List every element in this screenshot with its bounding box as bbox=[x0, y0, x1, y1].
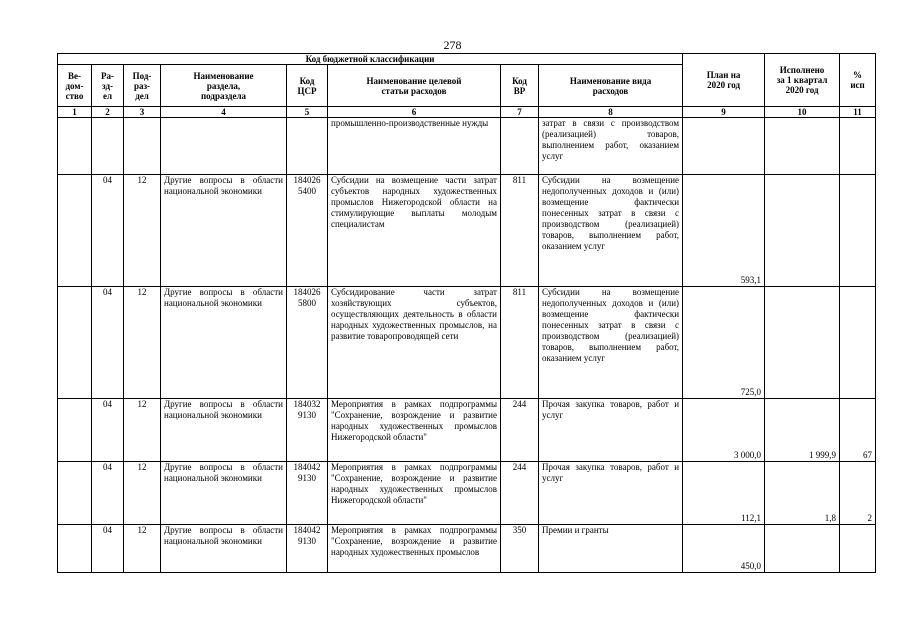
cell-plan: 112,1 bbox=[683, 462, 765, 525]
cell-pct bbox=[840, 175, 876, 287]
cell-vedomstvo bbox=[58, 462, 92, 525]
cell-pct bbox=[840, 118, 876, 175]
cell-podrazdel bbox=[124, 118, 161, 175]
cell-done: 1 999,9 bbox=[765, 399, 840, 462]
table-row bbox=[58, 399, 876, 462]
page-number: 278 bbox=[443, 38, 462, 52]
header-col-7: Код ВР bbox=[501, 65, 539, 107]
cell-vr-name: Субсидии на возмещение недополученных доходов и (или) возмещение фактически понесенных затрат в связи с производством (реализацией) товаров, выполнением работ, оказанием услуг bbox=[539, 287, 683, 399]
cell-pct: 2 bbox=[840, 462, 876, 525]
cell-podrazdel: 12 bbox=[124, 525, 161, 573]
cell-target-name: Мероприятия в рамках подпрограммы "Сохранение, возрождение и развитие народных художественных промыслов Нижегородской области" bbox=[328, 399, 501, 462]
cell-csr: 184042 9130 bbox=[287, 525, 328, 573]
header-col-1: Ве- дом- ство bbox=[58, 65, 92, 107]
header-group-title: Код бюджетной классификации bbox=[58, 54, 683, 65]
cell-vedomstvo bbox=[58, 175, 92, 287]
cell-csr: 184026 5400 bbox=[287, 175, 328, 287]
cell-vr-name: затрат в связи с производством (реализацией) товаров, выполнением работ, оказанием услуг bbox=[539, 118, 683, 175]
cell-plan: 725,0 bbox=[683, 287, 765, 399]
cell-vr bbox=[501, 118, 539, 175]
header-col-3: Под- раз- дел bbox=[124, 65, 161, 107]
col-number: 6 bbox=[328, 107, 501, 118]
cell-razdel: 04 bbox=[92, 525, 124, 573]
cell-vr-name: Премии и гранты bbox=[539, 525, 683, 573]
col-number: 9 bbox=[683, 107, 765, 118]
cell-target-name: Мероприятия в рамках подпрограммы "Сохранение, возрождение и развитие народных художественных промыслов Нижегородской области" bbox=[328, 462, 501, 525]
col-number: 1 bbox=[58, 107, 92, 118]
col-number: 3 bbox=[124, 107, 161, 118]
cell-vedomstvo bbox=[58, 399, 92, 462]
cell-razdel: 04 bbox=[92, 462, 124, 525]
cell-razdel-name: Другие вопросы в области национальной экономики bbox=[161, 462, 287, 525]
cell-target-name: Мероприятия в рамках подпрограммы "Сохранение, возрождение и развитие народных художественных промыслов bbox=[328, 525, 501, 573]
header-col-11: % исп bbox=[840, 54, 876, 107]
cell-done bbox=[765, 118, 840, 175]
cell-podrazdel: 12 bbox=[124, 175, 161, 287]
cell-vedomstvo bbox=[58, 525, 92, 573]
header-col-9: План на 2020 год bbox=[683, 54, 765, 107]
cell-vr-name: Прочая закупка товаров, работ и услуг bbox=[539, 399, 683, 462]
cell-razdel-name bbox=[161, 118, 287, 175]
cell-razdel-name: Другие вопросы в области национальной экономики bbox=[161, 175, 287, 287]
cell-done bbox=[765, 287, 840, 399]
cell-target-name: Субсидии на возмещение части затрат субъектов народных художественных промыслов Нижегородской области на стимулирующие выплаты молодым специалистам bbox=[328, 175, 501, 287]
col-number: 7 bbox=[501, 107, 539, 118]
cell-vedomstvo bbox=[58, 287, 92, 399]
cell-csr: 184026 5800 bbox=[287, 287, 328, 399]
cell-pct bbox=[840, 525, 876, 573]
col-number: 11 bbox=[840, 107, 876, 118]
cell-podrazdel: 12 bbox=[124, 462, 161, 525]
cell-plan: 3 000,0 bbox=[683, 399, 765, 462]
cell-pct: 67 bbox=[840, 399, 876, 462]
table-row bbox=[58, 462, 876, 525]
cell-vr: 811 bbox=[501, 287, 539, 399]
col-number: 10 bbox=[765, 107, 840, 118]
cell-razdel-name: Другие вопросы в области национальной экономики bbox=[161, 399, 287, 462]
table-row bbox=[58, 525, 876, 573]
cell-podrazdel: 12 bbox=[124, 399, 161, 462]
table-row bbox=[58, 287, 876, 399]
cell-vr: 811 bbox=[501, 175, 539, 287]
table-row bbox=[58, 175, 876, 287]
cell-vedomstvo bbox=[58, 118, 92, 175]
col-number: 5 bbox=[287, 107, 328, 118]
cell-csr: 184042 9130 bbox=[287, 462, 328, 525]
header-col-8: Наименование вида расходов bbox=[539, 65, 683, 107]
cell-vr: 350 bbox=[501, 525, 539, 573]
cell-pct bbox=[840, 287, 876, 399]
col-number: 2 bbox=[92, 107, 124, 118]
table-row bbox=[58, 118, 876, 175]
cell-vr: 244 bbox=[501, 462, 539, 525]
cell-vr: 244 bbox=[501, 399, 539, 462]
header-col-6: Наименование целевой статьи расходов bbox=[328, 65, 501, 107]
cell-plan: 593,1 bbox=[683, 175, 765, 287]
cell-podrazdel: 12 bbox=[124, 287, 161, 399]
header-col-2: Ра- зд- ел bbox=[92, 65, 124, 107]
cell-vr-name: Прочая закупка товаров, работ и услуг bbox=[539, 462, 683, 525]
cell-razdel: 04 bbox=[92, 175, 124, 287]
cell-csr: 184032 9130 bbox=[287, 399, 328, 462]
cell-razdel: 04 bbox=[92, 399, 124, 462]
cell-done bbox=[765, 525, 840, 573]
cell-done bbox=[765, 175, 840, 287]
cell-target-name: Субсидирование части затрат хозяйствующих субъектов, осуществляющих деятельность в области народных художественных промыслов, на развитие товаропроводящей сети bbox=[328, 287, 501, 399]
cell-target-name: промышленно-производственные нужды bbox=[328, 118, 501, 175]
cell-razdel: 04 bbox=[92, 287, 124, 399]
cell-razdel-name: Другие вопросы в области национальной экономики bbox=[161, 525, 287, 573]
cell-razdel-name: Другие вопросы в области национальной экономики bbox=[161, 287, 287, 399]
cell-done: 1,8 bbox=[765, 462, 840, 525]
cell-plan bbox=[683, 118, 765, 175]
cell-plan: 450,0 bbox=[683, 525, 765, 573]
cell-razdel bbox=[92, 118, 124, 175]
header-col-5: Код ЦСР bbox=[287, 65, 328, 107]
cell-vr-name: Субсидии на возмещение недополученных доходов и (или) возмещение фактически понесенных затрат в связи с производством (реализацией) товаров, выполнением работ, оказанием услуг bbox=[539, 175, 683, 287]
col-number: 4 bbox=[161, 107, 287, 118]
header-col-4: Наименование раздела, подраздела bbox=[161, 65, 287, 107]
header-col-10: Исполнено за 1 квартал 2020 год bbox=[765, 54, 840, 107]
col-number: 8 bbox=[539, 107, 683, 118]
cell-csr bbox=[287, 118, 328, 175]
budget-table bbox=[57, 53, 876, 573]
